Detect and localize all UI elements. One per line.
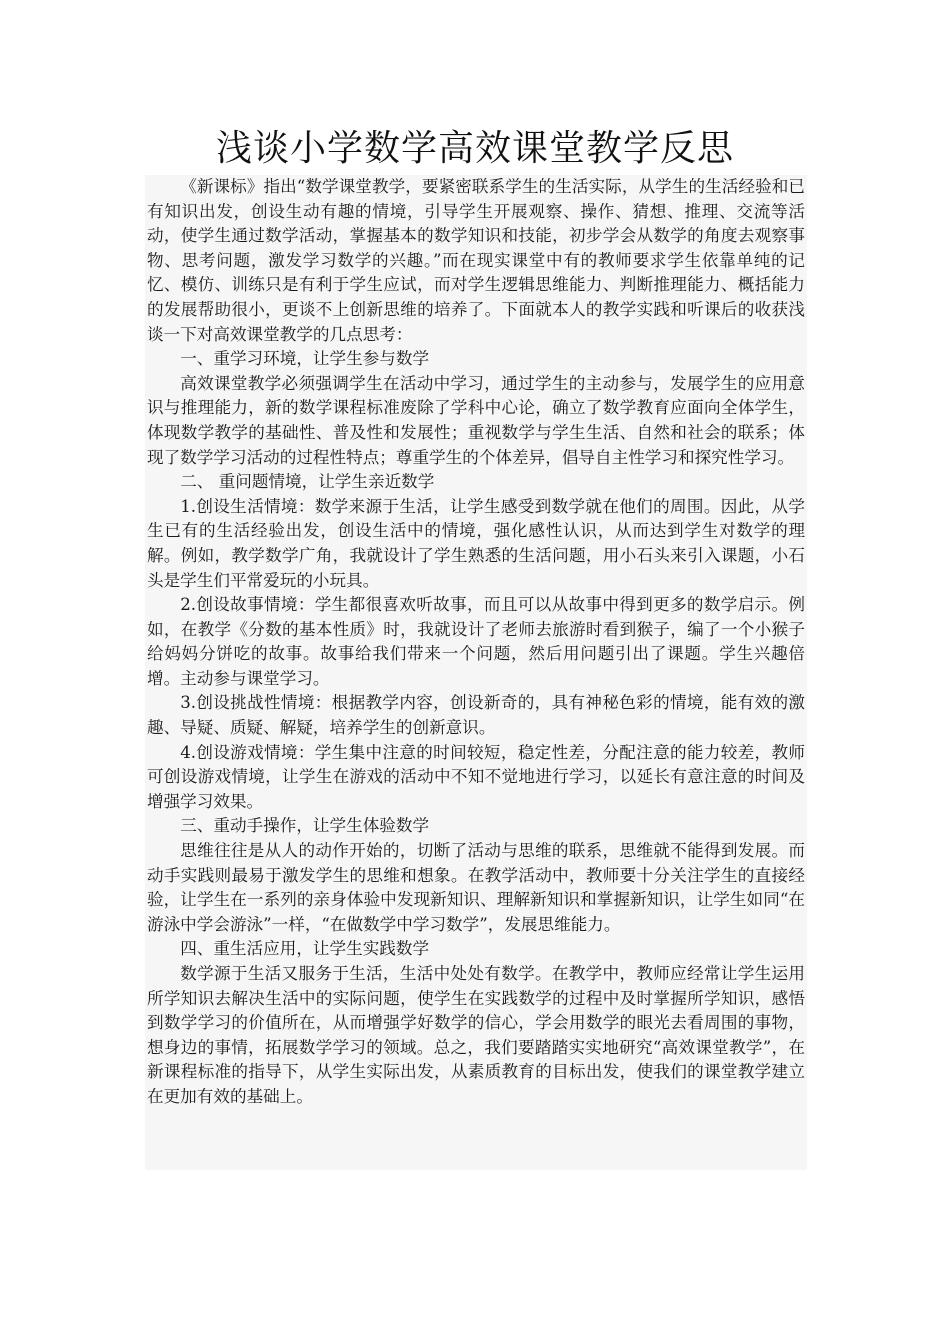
section-heading-2: 二、 重问题情境，让学生亲近数学 bbox=[180, 472, 435, 492]
section-2-item-4: 4.创设游戏情境：学生集中注意的时间较短，稳定性差，分配注意的能力较差，教师可创设游戏情境，让学生在游戏的活动中不知不觉地进行学习，以延长有意注意的时间及增强学习效果。 bbox=[147, 742, 805, 811]
section-heading-1: 一、重学习环境，让学生参与数学 bbox=[180, 349, 430, 369]
section-4-paragraph: 数学源于生活又服务于生活，生活中处处有数学。在教学中，教师应经常让学生运用所学知识去解决生活中的实际问题，使学生在实践数学的过程中及时掌握所学知识，感悟到数学学习的价值所在，从而增强学好数学的信心，学会用数学的眼光去看周围的事物，想身边的事情，拓展数学学习的领域。总之，我们要踏踏实实地研究“高效课堂教学”，在新课程标准的指导下，从学生实际出发，从素质教育的目标出发，使我们的课堂教学建立在更加有效的基础上。 bbox=[147, 964, 805, 1106]
section-2-item-2: 2.创设故事情境：学生都很喜欢听故事，而且可以从故事中得到更多的数学启示。例如，在教学《分数的基本性质》时，我就设计了老师去旅游时看到猴子，编了一个小猴子给妈妈分饼吃的故事。故事给我们带来一个问题，然后用问题引出了课题。学生兴趣倍增。主动参与课堂学习。 bbox=[147, 595, 805, 688]
section-heading-4: 四、重生活应用，让学生实践数学 bbox=[180, 939, 430, 959]
intro-paragraph: 《新课标》指出“数学课堂教学，要紧密联系学生的生活实际，从学生的生活经验和已有知识出发，创设生动有趣的情境，引导学生开展观察、操作、猜想、推理、交流等活动，使学生通过数学活动，掌握基本的数学知识和技能，初步学会从数学的角度去观察事物、思考问题，激发学习数学的兴趣。”而在现实课堂中有的教师要求学生依靠单纯的记忆、模仿、训练只是有利于学生应试，而对学生逻辑思维能力、判断推理能力、概括能力的发展帮助很小，更谈不上创新思维的培养了。下面就本人的教学实践和听课后的收获浅谈一下对高效课堂教学的几点思考： bbox=[147, 177, 805, 344]
section-3-paragraph: 思维往往是从人的动作开始的，切断了活动与思维的联系，思维就不能得到发展。而动手实践则最易于激发学生的思维和想象。在教学活动中，教师要十分关注学生的直接经验，让学生在一系列的亲身体验中发现新知识、理解新知识和掌握新知识，让学生如同“在游泳中学会游泳”一样，“在做数学中学习数学”，发展思维能力。 bbox=[147, 841, 805, 934]
section-2-item-3: 3.创设挑战性情境：根据教学内容，创设新奇的，具有神秘色彩的情境，能有效的激趣、导疑、质疑、解疑，培养学生的创新意识。 bbox=[147, 693, 805, 738]
section-heading-3: 三、重动手操作，让学生体验数学 bbox=[180, 816, 430, 836]
section-2-item-1: 1.创设生活情境：数学来源于生活，让学生感受到数学就在他们的周围。因此，从学生已有的生活经验出发，创设生活中的情境，强化感性认识，从而达到学生对数学的理解。例如，教学数学广角，我就设计了学生熟悉的生活问题，用小石头来引入课题，小石头是学生们平常爱玩的小玩具。 bbox=[147, 496, 805, 590]
document-body bbox=[145, 175, 807, 1170]
section-1-paragraph: 高效课堂教学必须强调学生在活动中学习，通过学生的主动参与，发展学生的应用意识与推理能力，新的数学课程标准废除了学科中心论，确立了数学教育应面向全体学生，体现数学教学的基础性、普及性和发展性；重视数学与学生生活、自然和社会的联系；体现了数学学习活动的过程性特点；尊重学生的个体差异，倡导自主性学习和探究性学习。 bbox=[147, 373, 805, 467]
document-title: 浅谈小学数学高效课堂教学反思 bbox=[215, 128, 734, 169]
